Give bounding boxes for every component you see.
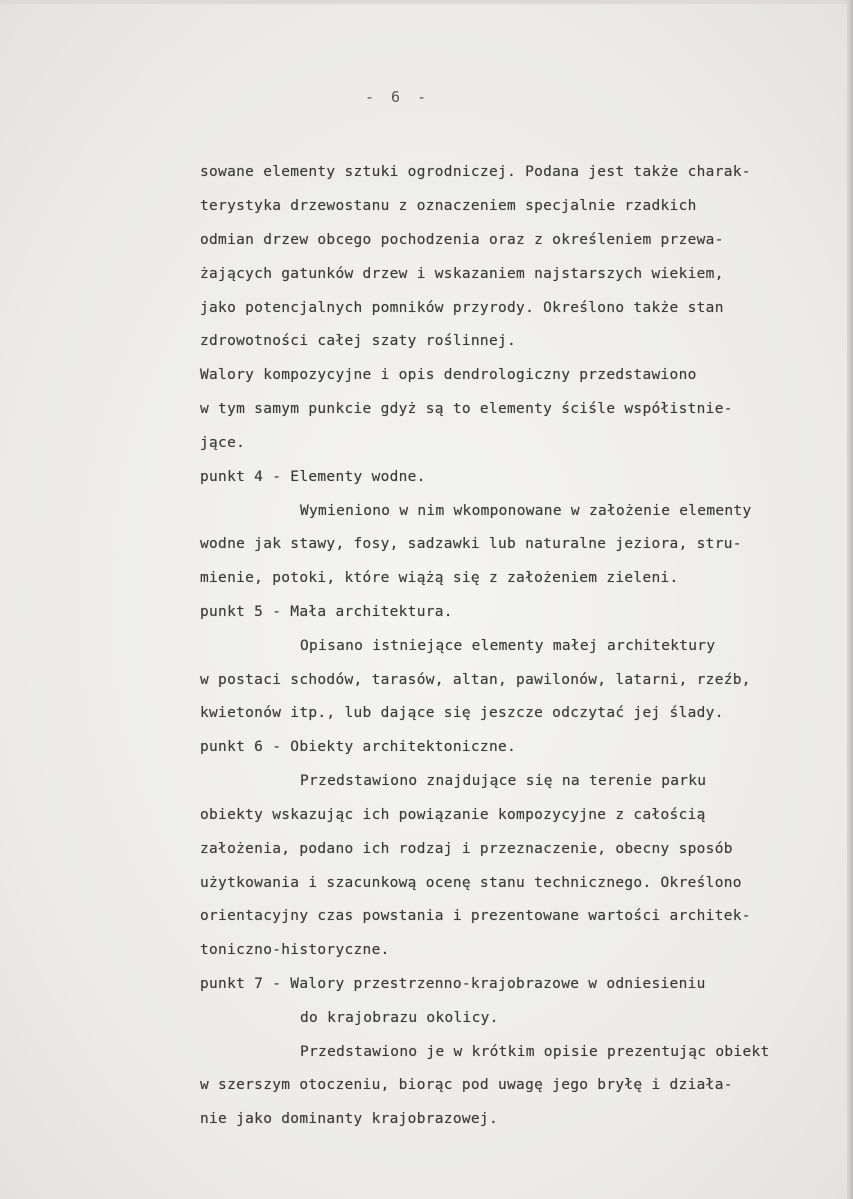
text-line: użytkowania i szacunkową ocenę stanu technicznego. Określono (200, 875, 742, 891)
text-line: Opisano istniejące elementy małej architektury (300, 638, 716, 654)
text-line: odmian drzew obcego pochodzenia oraz z określeniem przewa- (200, 232, 724, 248)
text-line: założenia, podano ich rodzaj i przeznaczenie, obecny sposób (200, 841, 733, 857)
text-line: orientacyjny czas powstania i prezentowane wartości architek- (200, 908, 751, 924)
text-line: nie jako dominanty krajobrazowej. (200, 1111, 498, 1127)
section-heading: punkt 5 - Mała architektura. (200, 604, 453, 620)
text-line: sowane elementy sztuki ogrodniczej. Podana jest także charak- (200, 164, 751, 180)
page-top-edge (0, 0, 853, 4)
text-line: terystyka drzewostanu z oznaczeniem specjalnie rzadkich (200, 198, 697, 214)
section-heading: punkt 7 - Walory przestrzenno-krajobrazowe w odniesieniu (200, 976, 706, 992)
text-line: Przedstawiono je w krótkim opisie prezentując obiekt (300, 1044, 770, 1060)
text-line: jące. (200, 435, 246, 451)
text-line: obiekty wskazując ich powiązanie kompozycyjne z całością (200, 807, 706, 823)
page-right-edge (847, 0, 853, 1199)
section-heading: punkt 4 - Elementy wodne. (200, 469, 426, 485)
text-line: Wymieniono w nim wkomponowane w założenie elementy (300, 503, 752, 519)
text-line: mienie, potoki, które wiążą się z założeniem zieleni. (200, 570, 679, 586)
text-line: żających gatunków drzew i wskazaniem najstarszych wiekiem, (200, 266, 724, 282)
text-line: w tym samym punkcie gdyż są to elementy ściśle współistnie- (200, 401, 733, 417)
text-line: w postaci schodów, tarasów, altan, pawilonów, latarni, rzeźb, (200, 672, 751, 688)
page-number: - 6 - (365, 88, 431, 106)
text-line: toniczno-historyczne. (200, 942, 390, 958)
text-line: wodne jak stawy, fosy, sadzawki lub naturalne jeziora, stru- (200, 536, 742, 552)
text-line: kwietonów itp., lub dające się jeszcze odczytać jej ślady. (200, 705, 724, 721)
text-line: zdrowotności całej szaty roślinnej. (200, 333, 517, 349)
section-heading: punkt 6 - Obiekty architektoniczne. (200, 739, 517, 755)
section-heading-continued: do krajobrazu okolicy. (300, 1010, 499, 1026)
text-line: Przedstawiono znajdujące się na terenie parku (300, 773, 707, 789)
text-line: Walory kompozycyjne i opis dendrologiczny przedstawiono (200, 367, 697, 383)
text-line: jako potencjalnych pomników przyrody. Określono także stan (200, 300, 724, 316)
text-line: w szerszym otoczeniu, biorąc pod uwagę jego bryłę i działa- (200, 1077, 733, 1093)
